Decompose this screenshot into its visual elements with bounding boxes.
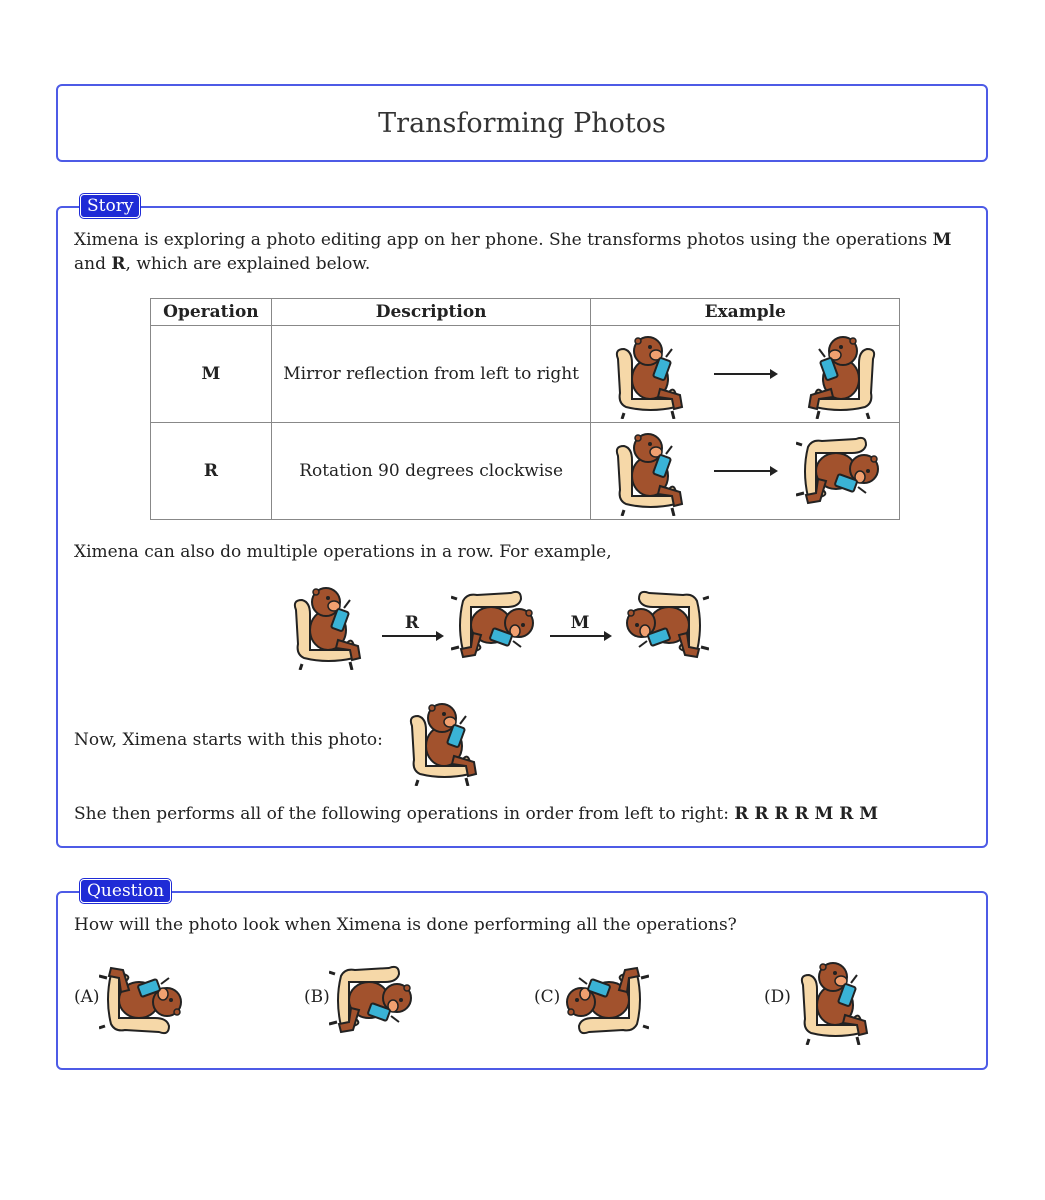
multi-ops-text: Ximena can also do multiple operations in a row. For example, bbox=[74, 542, 612, 562]
arrow-icon bbox=[550, 635, 610, 637]
table-row bbox=[151, 423, 900, 520]
option-label: (B) bbox=[304, 987, 330, 1007]
beaver-photo-rotated bbox=[796, 431, 886, 511]
beaver-photo-after-m bbox=[619, 585, 709, 665]
table-header-row bbox=[151, 299, 900, 326]
beaver-option-a bbox=[99, 960, 189, 1040]
question-text: How will the photo look when Ximena is done performing all the operations? bbox=[74, 915, 737, 935]
arrow-icon bbox=[714, 470, 776, 472]
beaver-photo-initial bbox=[404, 696, 484, 786]
arrow-label-r: R bbox=[404, 613, 420, 633]
beaver-option-c bbox=[559, 960, 649, 1040]
option-label: (C) bbox=[534, 987, 561, 1007]
option-label: (D) bbox=[764, 987, 791, 1007]
description-cell: Mirror reflection from left to right bbox=[271, 326, 591, 423]
perform-text-body: She then performs all of the following operations in order from left to right: bbox=[74, 804, 735, 824]
operation-cell: R bbox=[151, 423, 272, 520]
beaver-photo-original bbox=[610, 426, 690, 516]
description-cell: Rotation 90 degrees clockwise bbox=[271, 423, 591, 520]
arrow-m bbox=[550, 613, 610, 637]
story-box bbox=[56, 196, 988, 848]
question-tag: Question bbox=[80, 879, 171, 903]
answer-options bbox=[74, 955, 974, 1065]
beaver-photo-start bbox=[288, 580, 368, 670]
header-description: Description bbox=[271, 299, 591, 326]
arrow-r bbox=[382, 613, 442, 637]
operations-table bbox=[150, 298, 900, 520]
option-label: (A) bbox=[74, 987, 100, 1007]
story-tag: Story bbox=[80, 194, 140, 218]
beaver-photo-original bbox=[610, 329, 690, 419]
option-d[interactable] bbox=[764, 955, 875, 1045]
arrow-icon bbox=[714, 373, 776, 375]
header-operation: Operation bbox=[151, 299, 272, 326]
intro-text-3: , which are explained below. bbox=[125, 254, 371, 274]
option-a[interactable] bbox=[74, 955, 184, 1045]
option-c[interactable] bbox=[534, 955, 644, 1045]
start-text: Now, Ximena starts with this photo: bbox=[74, 730, 383, 750]
page-title: Transforming Photos bbox=[378, 107, 666, 139]
table-row bbox=[151, 326, 900, 423]
option-b[interactable] bbox=[304, 955, 414, 1045]
perform-text bbox=[74, 802, 974, 826]
arrow-label-m: M bbox=[570, 613, 590, 633]
intro-op-r: R bbox=[111, 254, 126, 274]
operation-cell: M bbox=[151, 326, 272, 423]
beaver-photo-mirrored bbox=[801, 329, 881, 419]
arrow-icon bbox=[382, 635, 442, 637]
beaver-option-d bbox=[795, 955, 875, 1045]
example-cell bbox=[591, 423, 900, 520]
title-box bbox=[56, 84, 988, 162]
beaver-option-b bbox=[329, 960, 419, 1040]
intro-op-m: M bbox=[932, 230, 952, 250]
intro-text-2: and bbox=[74, 254, 112, 274]
operations-sequence: R R R R M R M bbox=[734, 804, 879, 824]
intro-text-1: Ximena is exploring a photo editing app on her phone. She transforms photos using the operations bbox=[74, 230, 933, 250]
example-cell bbox=[591, 326, 900, 423]
story-intro bbox=[74, 228, 974, 276]
beaver-photo-after-r bbox=[451, 585, 541, 665]
question-box bbox=[56, 881, 988, 1070]
header-example: Example bbox=[591, 299, 900, 326]
example-sequence bbox=[288, 580, 704, 670]
